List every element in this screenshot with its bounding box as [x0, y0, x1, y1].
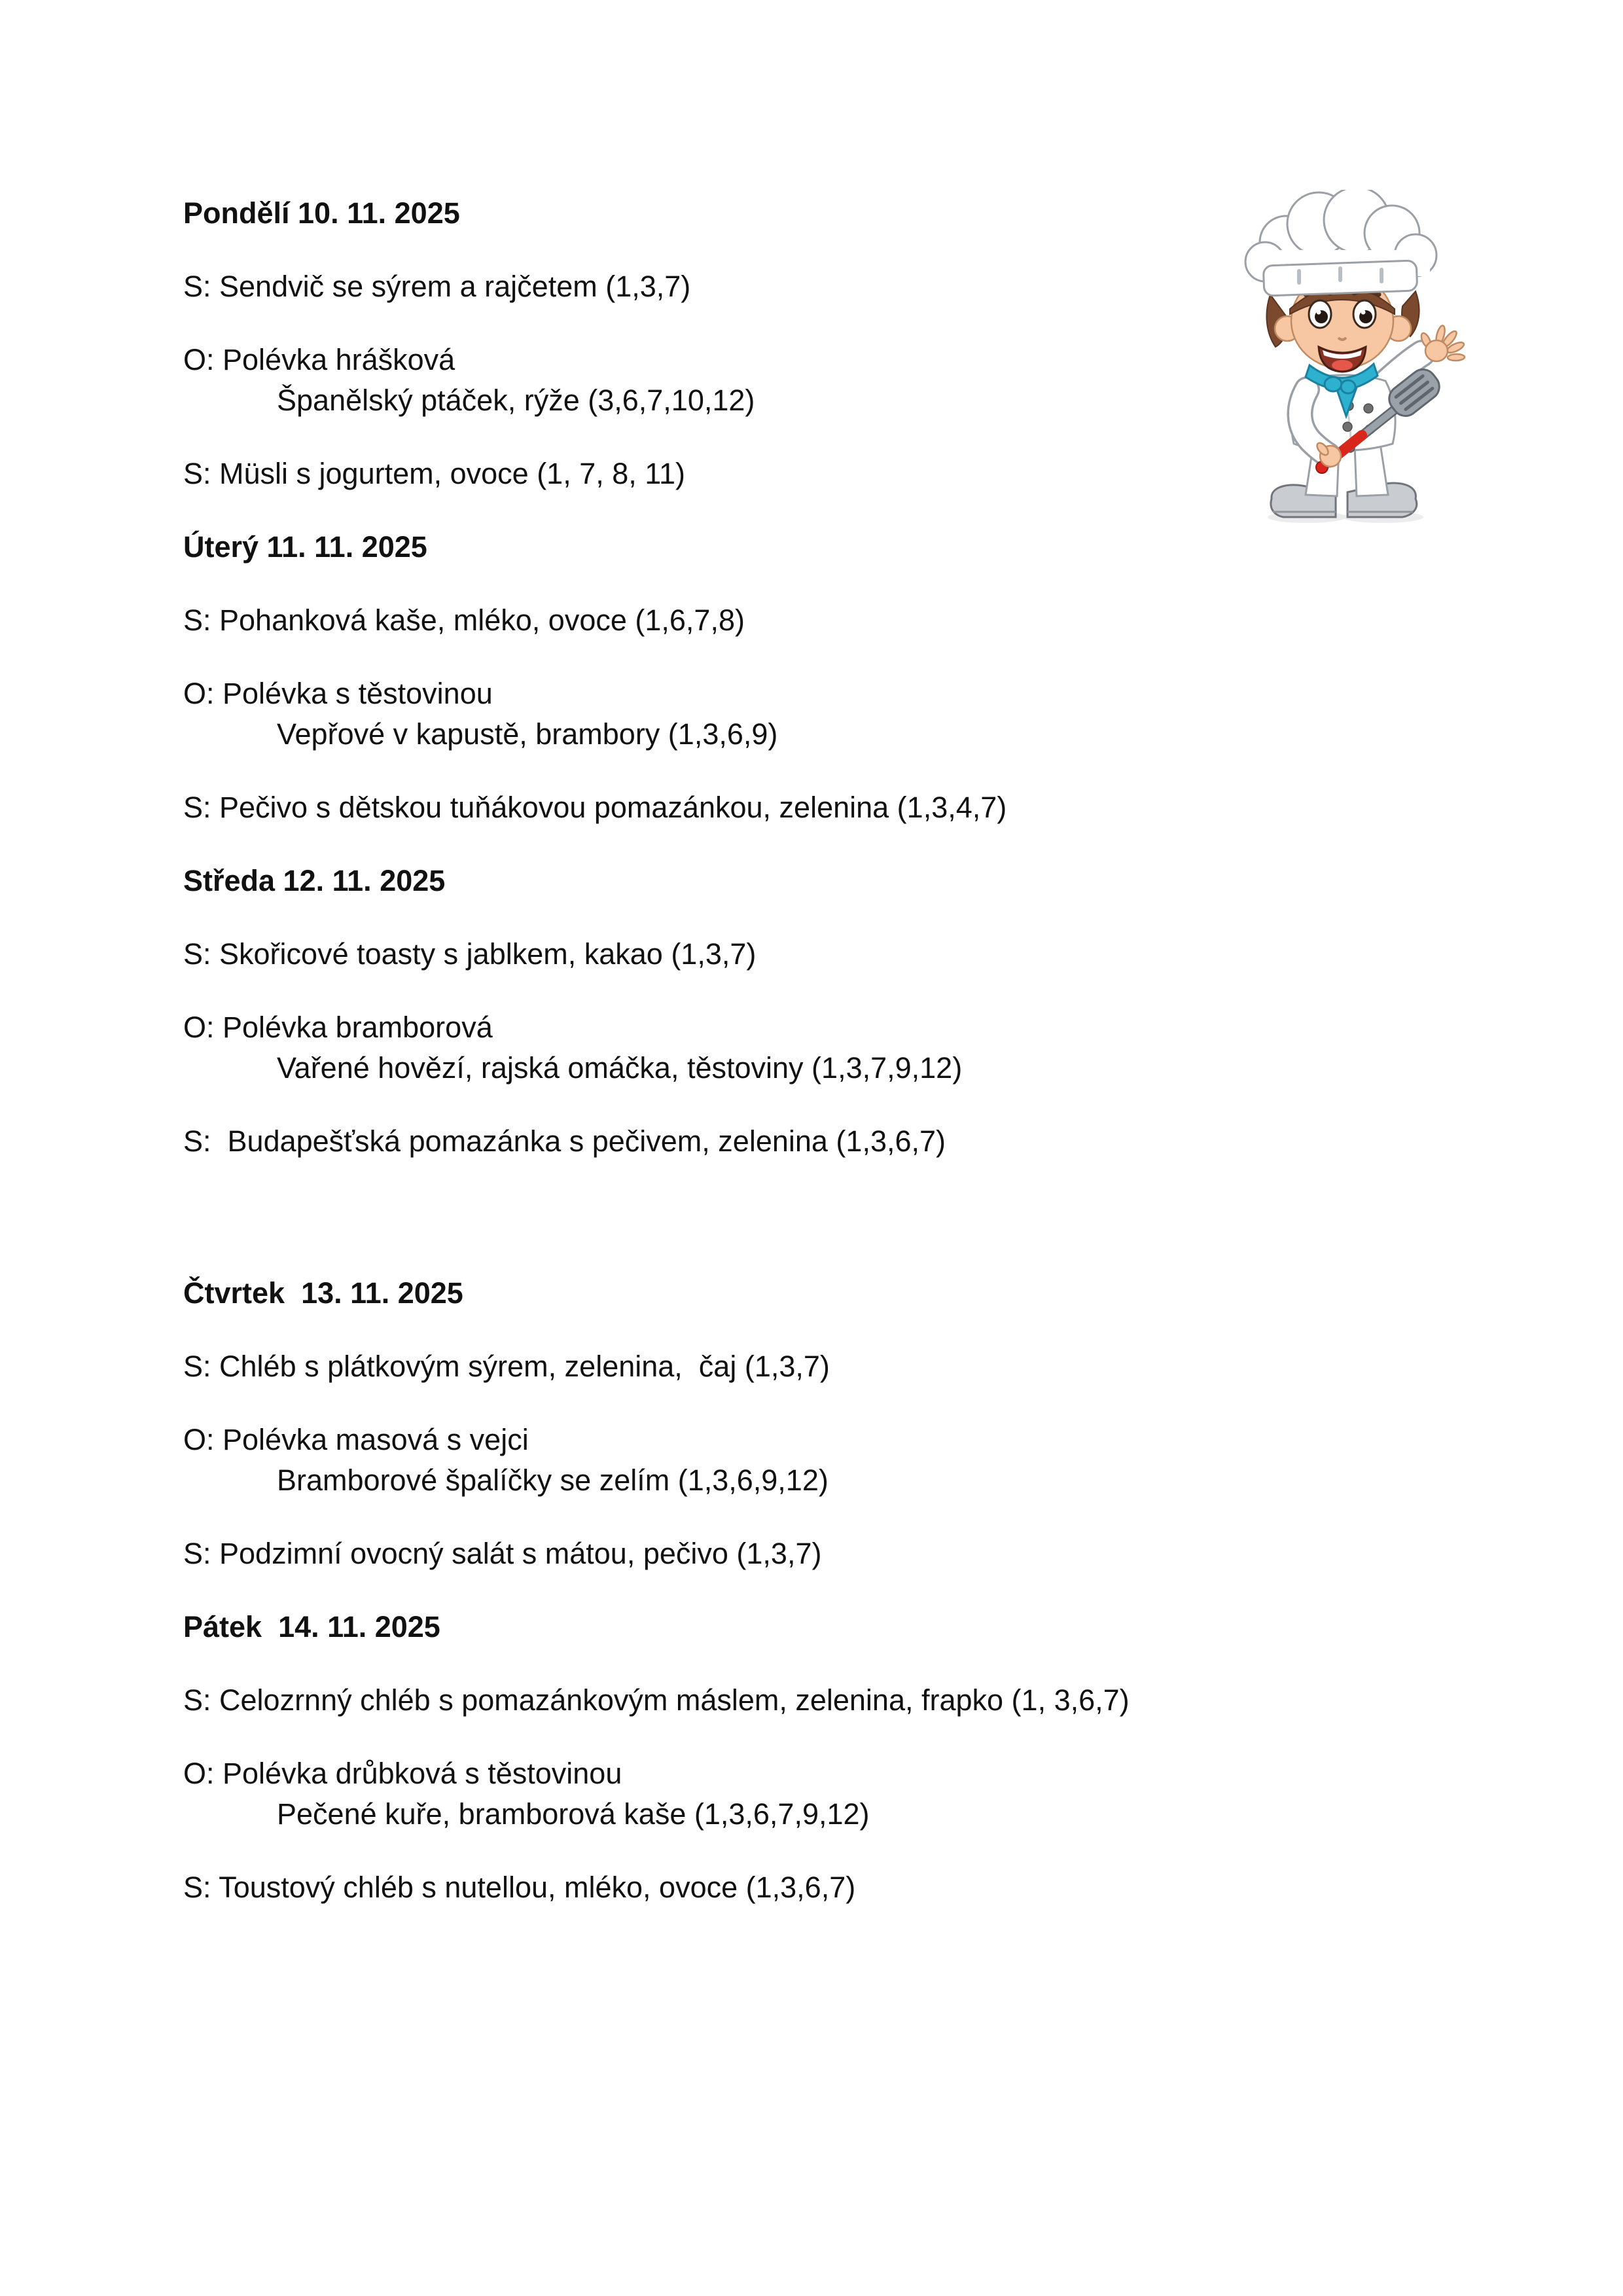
day-title: Středa 12. 11. 2025: [183, 864, 446, 897]
snack-line: S: Pečivo s dětskou tuňákovou pomazánkou, zelenina (1,3,4,7): [183, 791, 1007, 824]
day-block-monday: [183, 193, 1296, 494]
lunch-main-line: Vepřové v kapustě, brambory (1,3,6,9): [277, 717, 778, 751]
snack-line: S: Müsli s jogurtem, ovoce (1, 7, 8, 11): [183, 457, 685, 490]
day-block-tuesday: [183, 527, 1296, 828]
weekly-menu: [183, 193, 1296, 1941]
lunch-main-line: Pečené kuře, bramborová kaše (1,3,6,7,9,12): [277, 1797, 870, 1831]
snack-line: S: Toustový chléb s nutellou, mléko, ovoce (1,3,6,7): [183, 1871, 856, 1904]
chef-illustration-svg: [1207, 190, 1476, 524]
snack-line: S: Podzimní ovocný salát s mátou, pečivo (1,3,7): [183, 1537, 822, 1570]
breakfast-line: S: Sendvič se sýrem a rajčetem (1,3,7): [183, 270, 691, 303]
lunch-soup-line: O: Polévka bramborová: [183, 1011, 493, 1044]
chef-shoes: [1271, 483, 1417, 517]
day-block-thursday: [183, 1273, 1296, 1574]
day-title: Úterý 11. 11. 2025: [183, 530, 427, 564]
lunch-soup-line: O: Polévka drůbková s těstovinou: [183, 1757, 622, 1790]
day-block-friday: [183, 1607, 1296, 1908]
lunch-soup-line: O: Polévka hrášková: [183, 343, 455, 376]
chef-hat: [1245, 190, 1436, 296]
breakfast-line: S: Skořicové toasty s jablkem, kakao (1,3,7): [183, 937, 757, 971]
waving-hand: [1419, 325, 1465, 361]
lunch-main-line: Španělský ptáček, rýže (3,6,7,10,12): [277, 384, 755, 417]
lunch-soup-line: O: Polévka masová s vejci: [183, 1423, 529, 1456]
day-block-wednesday: [183, 861, 1296, 1162]
lunch-main-line: Bramborové špalíčky se zelím (1,3,6,9,12): [277, 1463, 829, 1497]
day-title: Čtvrtek 13. 11. 2025: [183, 1276, 463, 1310]
chef-illustration: [1207, 190, 1476, 524]
lunch-main-line: Vařené hovězí, rajská omáčka, těstoviny (1,3,7,9,12): [277, 1051, 963, 1085]
lunch-soup-line: O: Polévka s těstovinou: [183, 677, 493, 710]
breakfast-line: S: Pohanková kaše, mléko, ovoce (1,6,7,8): [183, 603, 745, 637]
snack-line: S: Budapešťská pomazánka s pečivem, zelenina (1,3,6,7): [183, 1124, 946, 1158]
breakfast-line: S: Chléb s plátkovým sýrem, zelenina, čaj (1,3,7): [183, 1350, 830, 1383]
day-title: Pátek 14. 11. 2025: [183, 1610, 440, 1643]
day-title: Pondělí 10. 11. 2025: [183, 196, 460, 230]
breakfast-line: S: Celozrnný chléb s pomazánkovým máslem, zelenina, frapko (1, 3,6,7): [183, 1683, 1130, 1717]
